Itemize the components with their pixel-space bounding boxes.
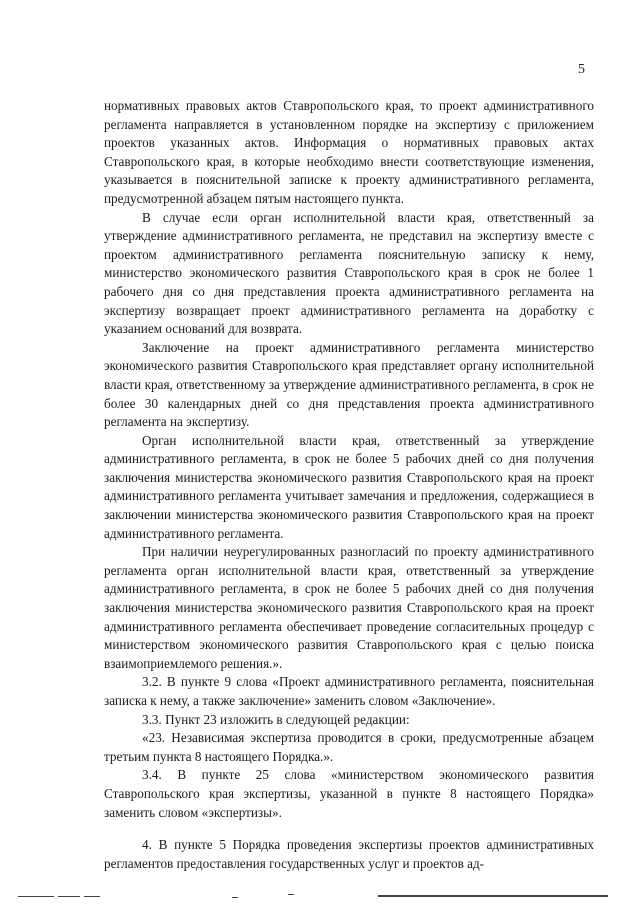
- scan-mark: [378, 895, 608, 897]
- paragraph-9: 3.4. В пункте 25 слова «министерством экономического развития Ставропольского края экспертизы, указанной в пункте 8 настоящего Порядка» заменить словом «экспертизы».: [104, 767, 594, 820]
- paragraph-8: «23. Независимая экспертиза проводится в сроки, предусмотренные абзацем третьим пункта 8 настоящего Порядка.».: [104, 730, 594, 764]
- scan-mark: [18, 896, 54, 897]
- paragraph-1: нормативных правовых актов Ставропольского края, то проект административного регламента направляется в установленном порядке на экспертизу с приложением проектов указанных актов. Информация о нормативных правовых актах Ставропольского края, в которые необходимо внести соответствующие изменения, указывается в пояснительной записке к проекту административного регламента, предусмотренной абзацем пятым настоящего пункта.: [104, 98, 594, 206]
- scan-mark: [288, 894, 294, 895]
- paragraph-2: В случае если орган исполнительной власти края, ответственный за утверждение административного регламента, не представил на экспертизу вместе с проектом административного регламента пояснительную записку к нему, министерство экономического развития Ставропольского края в срок не более 1 рабочего дня со дня представления проекта административного регламента на экспертизу возвращает проект административного регламента на доработку с указанием оснований для возврата.: [104, 209, 594, 337]
- scan-artifact-lines: [0, 880, 640, 900]
- paragraph-3: Заключение на проект административного регламента министерство экономического развития Ставропольского края представляет органу исполнительной власти края, ответственному за утверждение административного регламента, в срок не более 30 календарных дней со дня представления проекта административного регламента на экспертизу.: [104, 339, 594, 430]
- paragraph-4: Орган исполнительной власти края, ответственный за утверждение административного регламента, в срок не более 5 рабочих дней со дня получения заключения министерства экономического развития Ставропольского края на проект административного регламента учитывает замечания и предложения, содержащиеся в заключении министерства экономического развития Ставропольского края на проект административного регламента.: [104, 432, 594, 541]
- page-number: 5: [578, 62, 585, 77]
- scan-mark: [84, 896, 100, 897]
- scan-mark: [232, 897, 238, 898]
- scan-mark: [58, 896, 80, 897]
- paragraph-5: При наличии неурегулированных разногласий по проекту административного регламента орган исполнительной власти края, ответственный за утверждение административного регламента, в срок не более 5 рабочих дней со дня получения заключения министерства экономического развития Ставропольского края на проект административного регламента обеспечивает проведение согласительных процедур с министерством экономического развития Ставропольского края с целью поиска взаимоприемлемого решения.».: [104, 544, 594, 671]
- paragraph-6: 3.2. В пункте 9 слова «Проект административного регламента, пояснительная записка к нему, а также заключение» заменить словом «Заключение».: [104, 674, 594, 708]
- paragraph-7: 3.3. Пункт 23 изложить в следующей редакции:: [142, 711, 410, 727]
- paragraph-10: 4. В пункте 5 Порядка проведения экспертизы проектов административных регламентов предоставления государственных услуг и проектов ад-: [104, 837, 594, 871]
- document-body: [104, 97, 594, 873]
